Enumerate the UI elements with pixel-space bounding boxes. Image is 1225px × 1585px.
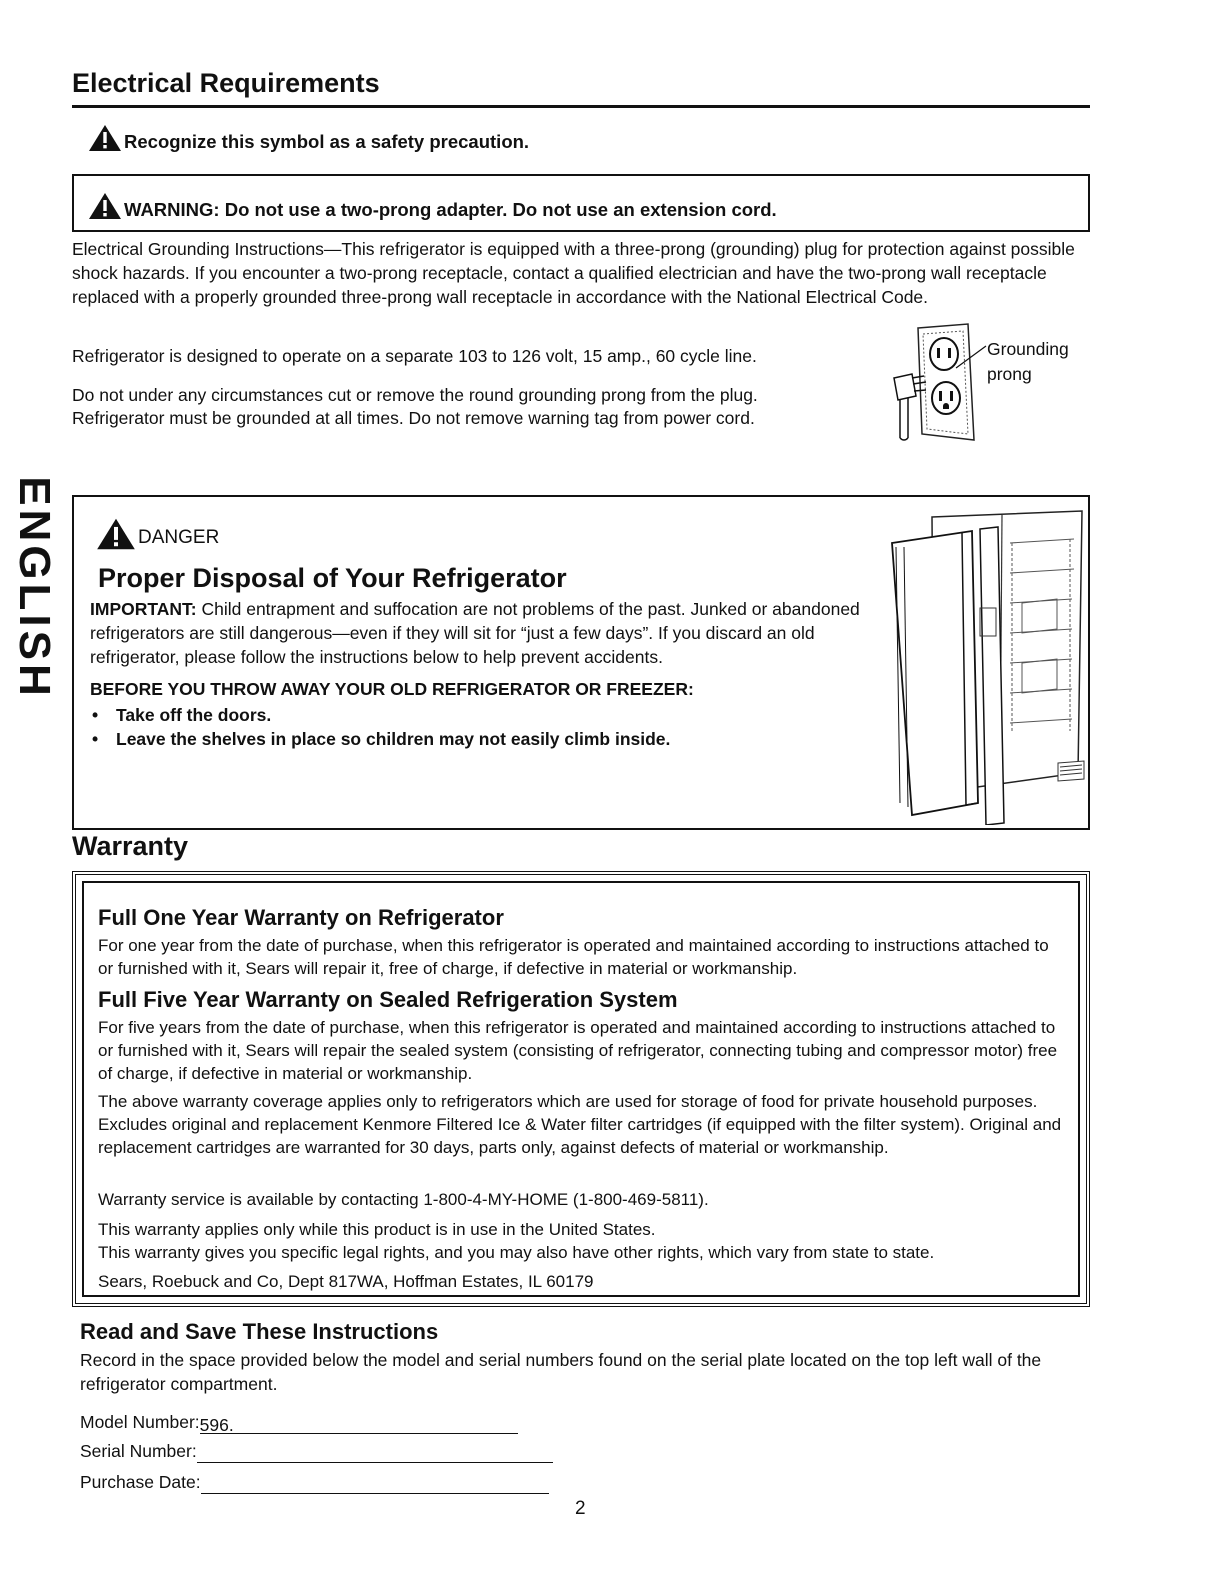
danger-label: DANGER (138, 527, 220, 548)
model-number-row (80, 1410, 518, 1434)
warning-text: WARNING: Do not use a two-prong adapter. Do not use an extension cord. (124, 199, 777, 220)
grounded-outlet-illustration (870, 322, 990, 444)
instructions-heading: Read and Save These Instructions (80, 1319, 439, 1344)
safety-precaution-line (88, 124, 529, 153)
before-heading: BEFORE YOU THROW AWAY YOUR OLD REFRIGERATOR OR FREEZER: (90, 679, 694, 699)
list-item: • Take off the doors. (90, 703, 870, 727)
one-year-text: For one year from the date of purchase, when this refrigerator is operated and maintained according to instructions attached to or furnished with it, Sears will repair it, free of charge, if defective in material or workmanship. (98, 936, 1049, 978)
purchase-date-row (80, 1470, 549, 1494)
list-item: • Leave the shelves in place so children may not easily climb inside. (90, 727, 870, 751)
us-only-text: This warranty applies only while this product is in use in the United States. (98, 1220, 656, 1239)
one-year-title: Full One Year Warranty on Refrigerator (98, 905, 504, 930)
warranty-heading: Warranty (72, 831, 189, 861)
grounding-label-2: prong (987, 364, 1032, 384)
coverage-text: The above warranty coverage applies only to refrigerators which are used for storage of food for private household purposes. Excludes original and replacement Kenmore Filtered Ice & Water filter cartridges (if equipped with the filter system). Original and replacement cartridges are warranted for 30 days, parts only, against defects of material or workmanship. (98, 1092, 1062, 1157)
refrigerator-illustration (882, 503, 1088, 825)
heading-rule (72, 105, 1090, 108)
disposal-bullets (90, 703, 870, 751)
important-paragraph (90, 597, 890, 669)
model-number-value: 596. (199, 1415, 234, 1435)
purchase-date-label: Purchase Date: (80, 1472, 201, 1492)
model-number-label: Model Number: (80, 1412, 200, 1432)
five-year-text: For five years from the date of purchase, when this refrigerator is operated and maintained according to instructions attached to or furnished with it, Sears will repair the sealed system (consisting of refrigerator, connecting tubing and compressor motor) free of charge, if defective in material or workmanship. (98, 1018, 1058, 1083)
grounding-paragraph: Electrical Grounding Instructions—This refrigerator is equipped with a three-prong (grounding) plug for protection against possible shock hazards. If you encounter a two-prong receptacle, contact a qualified electrician and have the two-prong wall receptacle replaced with a properly grounded three-prong wall receptacle in accordance with the National Electrical Code. (72, 239, 1075, 307)
instructions-text: Record in the space provided below the model and serial numbers found on the serial plate located on the top left wall of the refrigerator compartment. (80, 1350, 1042, 1394)
serial-number-row (80, 1439, 553, 1463)
safety-text: Recognize this symbol as a safety precaution. (124, 131, 530, 152)
language-label: ENGLISH (10, 476, 59, 700)
model-number-field[interactable] (200, 1413, 518, 1434)
serial-number-field[interactable] (197, 1442, 553, 1463)
language-side-tab (2, 478, 66, 698)
voltage-paragraph: Refrigerator is designed to operate on a separate 103 to 126 volt, 15 amp., 60 cycle line. (72, 346, 757, 366)
purchase-date-field[interactable] (201, 1473, 549, 1494)
rights-text: This warranty gives you specific legal rights, and you may also have other rights, which vary from state to state. (98, 1243, 935, 1262)
disposal-title: Proper Disposal of Your Refrigerator (98, 563, 567, 593)
important-text: Child entrapment and suffocation are not problems of the past. Junked or abandoned refrigerators are still dangerous—even if they will sit for “just a few days”. If you discard an old refrigerator, please follow the instructions below to help prevent accidents. (90, 599, 860, 667)
warning-line (88, 192, 777, 221)
grounding-label-1: Grounding (987, 339, 1069, 359)
five-year-title: Full Five Year Warranty on Sealed Refrigeration System (98, 987, 678, 1012)
electrical-heading: Electrical Requirements (72, 68, 380, 98)
serial-number-label: Serial Number: (80, 1441, 197, 1461)
prong-paragraph-1: Do not under any circumstances cut or remove the round grounding prong from the plug. (72, 385, 758, 405)
warning-triangle-icon (88, 192, 122, 220)
important-label: IMPORTANT: (90, 599, 197, 619)
danger-label-row (96, 517, 219, 551)
prong-paragraph-2: Refrigerator must be grounded at all times. Do not remove warning tag from power cord. (72, 408, 755, 428)
warning-triangle-icon (88, 124, 122, 152)
page-number: 2 (575, 1498, 586, 1519)
warning-box (72, 174, 1090, 232)
address-text: Sears, Roebuck and Co, Dept 817WA, Hoffman Estates, IL 60179 (98, 1272, 594, 1291)
service-text: Warranty service is available by contacting 1-800-4-MY-HOME (1-800-469-5811). (98, 1190, 709, 1209)
warning-triangle-icon (96, 517, 136, 551)
danger-box (72, 495, 1090, 830)
